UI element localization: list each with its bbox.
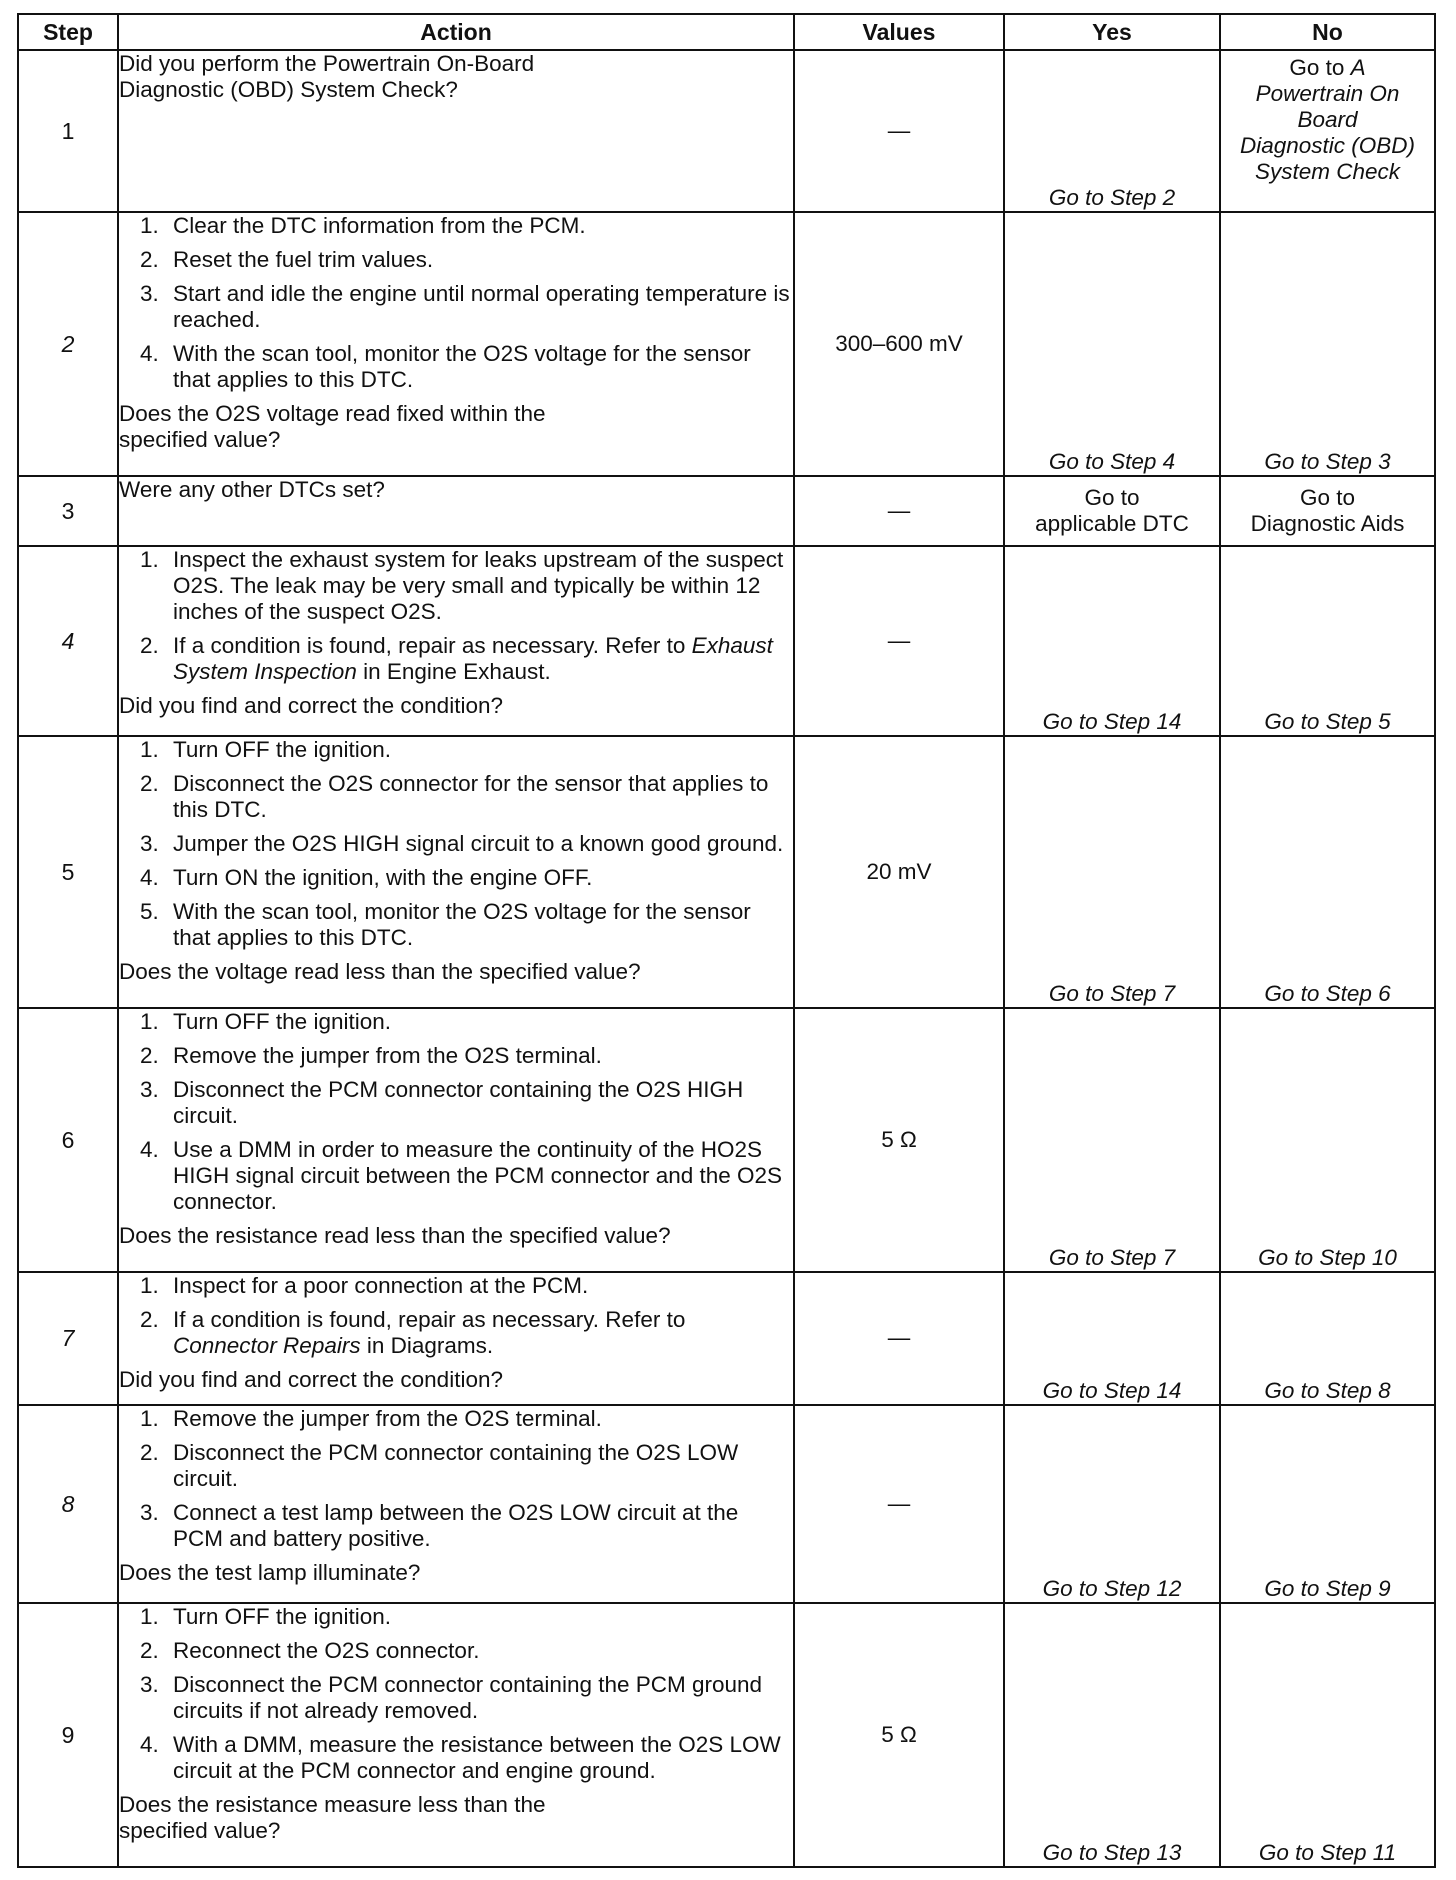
action-step-item: [165, 1307, 793, 1359]
no-cell: Go to Step 10: [1220, 1008, 1435, 1272]
step-number: 8: [18, 1405, 118, 1603]
step-number: 5: [18, 736, 118, 1008]
action-question: Did you find and correct the condition?: [119, 1366, 503, 1392]
action-step-item: 2. Disconnect the PCM connector containing the O2S LOW circuit.: [165, 1440, 793, 1492]
action-step-item: 3. Connect a test lamp between the O2S LOW circuit at the PCM and battery positive.: [165, 1500, 793, 1552]
action-cell: [118, 1603, 794, 1867]
action-cell: [118, 736, 794, 1008]
action-cell: [118, 1008, 794, 1272]
step-number: 6: [18, 1008, 118, 1272]
table-row: [18, 546, 1435, 736]
yes-cell: Go to Step 14: [1004, 546, 1220, 736]
no-link: A Powertrain On Board Diagnostic (OBD) System Check: [1239, 55, 1416, 184]
no-cell: [1220, 50, 1435, 212]
table-row: [18, 1603, 1435, 1867]
action-step-item: 2. Reset the fuel trim values.: [165, 247, 793, 273]
yes-cell: Go to Step 2: [1004, 50, 1220, 212]
action-text: If a condition is found, repair as necessary. Refer to: [173, 632, 692, 658]
header-row: [18, 14, 1435, 50]
action-cell: [118, 476, 794, 546]
value-cell: 300–600 mV: [794, 212, 1004, 476]
action-step-item: 1. Inspect the exhaust system for leaks upstream of the suspect O2S. The leak may be very small and typically be within 12 inches of the suspect O2S.: [165, 547, 793, 625]
header-step: Step: [18, 14, 118, 50]
value-cell: 20 mV: [794, 736, 1004, 1008]
action-step-item: 1. Clear the DTC information from the PCM.: [165, 213, 793, 239]
action-steps: [119, 1009, 793, 1215]
table-row: [18, 1008, 1435, 1272]
action-step-item: 1. Remove the jumper from the O2S terminal.: [165, 1406, 793, 1432]
table-row: [18, 736, 1435, 1008]
action-cell: [118, 546, 794, 736]
action-step-item: 1. Turn OFF the ignition.: [165, 737, 793, 763]
yes-cell: Go to Step 14: [1004, 1272, 1220, 1405]
action-step-item: 3. Jumper the O2S HIGH signal circuit to a known good ground.: [165, 831, 793, 857]
action-question: Does the test lamp illuminate?: [119, 1559, 421, 1585]
no-cell: Go to Step 3: [1220, 212, 1435, 476]
value-cell: 5 Ω: [794, 1603, 1004, 1867]
header-yes: Yes: [1004, 14, 1220, 50]
no-cell: Go to Step 9: [1220, 1405, 1435, 1603]
action-text: If a condition is found, repair as necessary. Refer to: [173, 1306, 686, 1332]
action-step-item: 4. With the scan tool, monitor the O2S voltage for the sensor that applies to this DTC.: [165, 341, 793, 393]
table-row: [18, 1272, 1435, 1405]
action-question: Does the resistance read less than the specified value?: [119, 1223, 671, 1249]
action-step-item: 1. Turn OFF the ignition.: [165, 1604, 793, 1630]
action-question: Does the resistance measure less than the specified value?: [119, 1792, 546, 1844]
yes-cell: Go to Step 7: [1004, 736, 1220, 1008]
action-cell: [118, 1405, 794, 1603]
value-cell: 5 Ω: [794, 1008, 1004, 1272]
action-steps: [119, 1604, 793, 1784]
action-steps: [119, 1406, 793, 1552]
value-cell: —: [794, 50, 1004, 212]
action-step-item: 5. With the scan tool, monitor the O2S voltage for the sensor that applies to this DTC.: [165, 899, 793, 951]
action-question: Were any other DTCs set?: [119, 477, 385, 503]
no-cell: Go to Step 11: [1220, 1603, 1435, 1867]
action-step-item: 1. Turn OFF the ignition.: [165, 1009, 793, 1035]
action-text: in Engine Exhaust.: [356, 658, 551, 684]
action-question: Does the voltage read less than the specified value?: [119, 958, 641, 984]
action-question: Did you perform the Powertrain On-Board Diagnostic (OBD) System Check?: [119, 51, 535, 102]
action-text: in Diagrams.: [360, 1332, 494, 1358]
action-step-item: [165, 633, 793, 685]
action-step-item: 1. Inspect for a poor connection at the PCM.: [165, 1273, 793, 1299]
step-number: 9: [18, 1603, 118, 1867]
action-step-item: 3. Disconnect the PCM connector containing the O2S HIGH circuit.: [165, 1077, 793, 1129]
reference-link: Connector Repairs: [173, 1332, 361, 1358]
step-number: 4: [18, 546, 118, 736]
step-number: 2: [18, 212, 118, 476]
value-cell: —: [794, 1272, 1004, 1405]
action-step-item: 4. Use a DMM in order to measure the continuity of the HO2S HIGH signal circuit between the PCM connector and the O2S connector.: [165, 1137, 793, 1215]
table-row: [18, 212, 1435, 476]
no-cell: Go to Step 8: [1220, 1272, 1435, 1405]
no-prefix: Go to: [1289, 55, 1351, 80]
action-steps: [119, 213, 793, 393]
no-cell: Go to Diagnostic Aids: [1220, 476, 1435, 546]
header-action: Action: [118, 14, 794, 50]
yes-cell: Go to Step 12: [1004, 1405, 1220, 1603]
table-row: [18, 1405, 1435, 1603]
step-number: 1: [18, 50, 118, 212]
yes-cell: Go to applicable DTC: [1004, 476, 1220, 546]
value-cell: —: [794, 1405, 1004, 1603]
table-row: [18, 476, 1435, 546]
action-step-item: 4. With a DMM, measure the resistance between the O2S LOW circuit at the PCM connector and engine ground.: [165, 1732, 793, 1784]
action-question: Did you find and correct the condition?: [119, 692, 503, 718]
yes-cell: Go to Step 4: [1004, 212, 1220, 476]
action-step-item: 2. Disconnect the O2S connector for the sensor that applies to this DTC.: [165, 771, 793, 823]
action-step-item: 3. Start and idle the engine until normal operating temperature is reached.: [165, 281, 793, 333]
action-steps: [119, 1273, 793, 1359]
action-steps: [119, 547, 793, 685]
header-values: Values: [794, 14, 1004, 50]
no-cell: Go to Step 5: [1220, 546, 1435, 736]
value-cell: —: [794, 546, 1004, 736]
action-cell: [118, 50, 794, 212]
action-step-item: 2. Remove the jumper from the O2S terminal.: [165, 1043, 793, 1069]
yes-cell: Go to Step 7: [1004, 1008, 1220, 1272]
action-step-item: 3. Disconnect the PCM connector containing the PCM ground circuits if not already removed.: [165, 1672, 793, 1724]
yes-cell: Go to Step 13: [1004, 1603, 1220, 1867]
step-number: 3: [18, 476, 118, 546]
reference-link: Exhaust System Inspection: [173, 632, 773, 684]
table-row: [18, 50, 1435, 212]
header-no: No: [1220, 14, 1435, 50]
action-step-item: 2. Reconnect the O2S connector.: [165, 1638, 793, 1664]
action-cell: [118, 212, 794, 476]
no-cell: Go to Step 6: [1220, 736, 1435, 1008]
step-number: 7: [18, 1272, 118, 1405]
action-question: Does the O2S voltage read fixed within the specified value?: [119, 401, 546, 453]
action-steps: [119, 737, 793, 951]
action-step-item: 4. Turn ON the ignition, with the engine OFF.: [165, 865, 793, 891]
diagnostic-table: [17, 13, 1436, 1868]
action-cell: [118, 1272, 794, 1405]
value-cell: —: [794, 476, 1004, 546]
